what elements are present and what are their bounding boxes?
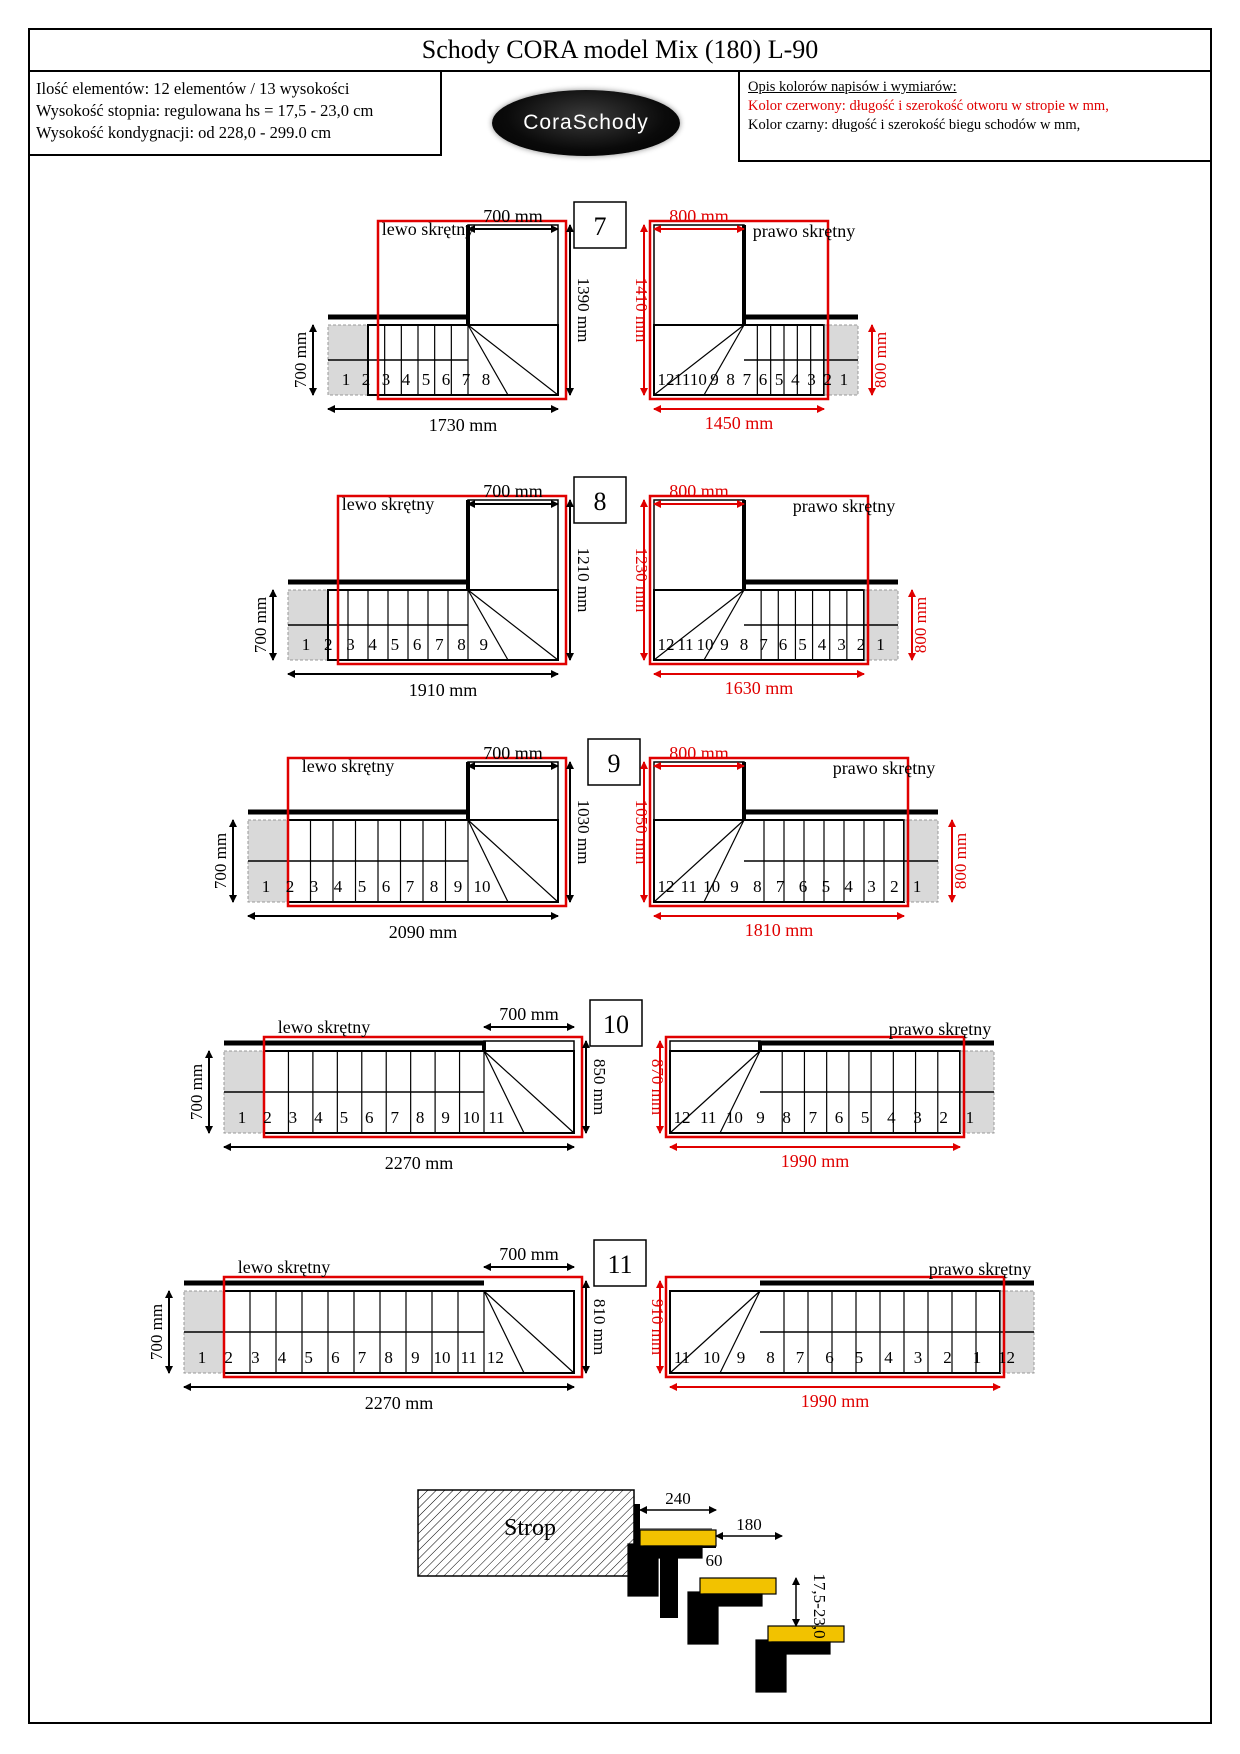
step-number: 10 <box>462 1108 480 1127</box>
step-number: 6 <box>798 877 808 896</box>
run-height-label: 850 mm <box>590 1058 609 1116</box>
step-number: 9 <box>453 877 463 896</box>
right-length-label: 1630 mm <box>724 678 794 698</box>
step-number: 1 <box>972 1348 982 1367</box>
step-number: 8 <box>739 635 749 654</box>
spec-step-height: Wysokość stopnia: regulowana hs = 17,5 - 23,0 cm <box>36 101 374 120</box>
winder-width-label: 700 mm <box>483 743 543 763</box>
step-number: 6 <box>331 1348 340 1367</box>
step-number: 9 <box>720 635 729 654</box>
step-number: 2 <box>823 370 832 389</box>
variant-number: 9 <box>607 749 621 778</box>
step-number: 6 <box>834 1108 844 1127</box>
step-number: 7 <box>435 635 444 654</box>
variant-number: 11 <box>607 1250 633 1279</box>
left-winder-upper <box>484 1041 574 1051</box>
tread-support <box>772 1642 830 1654</box>
left-length-label: 2090 mm <box>388 922 458 942</box>
legend-heading: Opis kolorów napisów i wymiarów: <box>748 79 957 95</box>
step-number: 2 <box>224 1348 233 1367</box>
step-number: 5 <box>821 877 831 896</box>
step-number: 6 <box>778 635 788 654</box>
step-number: 9 <box>441 1108 450 1127</box>
hole-width-label: 800 mm <box>669 206 729 226</box>
step-number: 10 <box>689 370 707 389</box>
step-number: 5 <box>774 370 784 389</box>
step-number: 8 <box>481 370 491 389</box>
step-number: 8 <box>726 370 735 389</box>
left-opening <box>285 758 566 906</box>
spec-floor-height: Wysokość kondygnacji: od 228,0 - 299.0 cm <box>36 123 332 142</box>
step-number: 2 <box>285 877 295 896</box>
step-number: 7 <box>759 635 768 654</box>
step-number: 3 <box>288 1108 298 1127</box>
right-label: prawo skrętny <box>752 221 856 241</box>
left-length-label: 1910 mm <box>408 680 478 700</box>
legend-red: Kolor czerwony: długość i szerokość otworu w stropie w mm, <box>748 98 1109 114</box>
step-number: 4 <box>844 877 853 896</box>
step-number: 2 <box>943 1348 952 1367</box>
step-number: 3 <box>913 1108 922 1127</box>
step-number: 7 <box>357 1348 367 1367</box>
step-number: 7 <box>461 370 471 389</box>
step-number: 8 <box>753 877 762 896</box>
step-number: 3 <box>251 1348 260 1367</box>
step-number: 1 <box>237 1108 247 1127</box>
winder-width-label: 700 mm <box>483 206 543 226</box>
step-number: 8 <box>782 1108 791 1127</box>
step-number: 12 <box>657 877 675 896</box>
winder-width-label: 700 mm <box>483 481 543 501</box>
variant-8 <box>251 477 930 700</box>
right-label: prawo skrętny <box>832 758 936 778</box>
step-number: 11 <box>680 877 698 896</box>
step-number: 10 <box>696 635 714 654</box>
section-dim-going: 180 <box>736 1515 762 1534</box>
step-number: 8 <box>384 1348 393 1367</box>
step-number: 4 <box>887 1108 896 1127</box>
page-title: Schody CORA model Mix (180) L-90 <box>28 28 1212 72</box>
right-label: prawo skrętny <box>888 1019 992 1039</box>
tread <box>700 1578 776 1594</box>
step-number: 5 <box>390 635 400 654</box>
step-number: 11 <box>677 635 694 654</box>
left-winder-upper <box>468 500 558 590</box>
step-number: 2 <box>361 370 371 389</box>
run-height-label: 810 mm <box>590 1298 609 1356</box>
hole-height-label: 910 mm <box>648 1298 667 1356</box>
step-number: 7 <box>405 877 415 896</box>
step-number: 7 <box>390 1108 399 1127</box>
variant-7 <box>291 202 890 435</box>
step-number: 2 <box>856 635 866 654</box>
step-number: 3 <box>913 1348 923 1367</box>
right-length-label: 1810 mm <box>744 920 814 940</box>
hole-height-label: 1050 mm <box>632 799 651 865</box>
step-number: 10 <box>703 877 721 896</box>
right-winder-upper <box>654 225 744 325</box>
step-number: 4 <box>314 1108 323 1127</box>
step-number: 12 <box>998 1348 1015 1367</box>
section-dim-rise: 17,5-23,0 <box>810 1573 829 1639</box>
step-number: 4 <box>333 877 343 896</box>
winder-width-label: 700 mm <box>499 1244 559 1264</box>
step-number: 1 <box>839 370 849 389</box>
step-number: 8 <box>457 635 466 654</box>
left-label: lewo skrętny <box>381 219 475 239</box>
step-number: 2 <box>939 1108 948 1127</box>
legend-black: Kolor czarny: długość i szerokość biegu schodów w mm, <box>748 117 1081 133</box>
left-width-label: 700 mm <box>251 596 270 654</box>
left-length-label: 2270 mm <box>364 1393 434 1413</box>
step-number: 5 <box>798 635 807 654</box>
step-number: 12 <box>486 1348 504 1367</box>
step-number: 4 <box>277 1348 287 1367</box>
step-number: 12 <box>657 635 675 654</box>
step-number: 3 <box>807 370 816 389</box>
left-length-label: 1730 mm <box>428 415 498 435</box>
step-number: 9 <box>730 877 739 896</box>
step-number: 6 <box>412 635 422 654</box>
right-winder-upper <box>654 762 744 820</box>
left-width-label: 700 mm <box>291 331 310 389</box>
step-number: 1 <box>912 877 922 896</box>
step-number: 4 <box>368 635 377 654</box>
step-number: 3 <box>346 635 355 654</box>
step-number: 6 <box>441 370 451 389</box>
left-length-label: 2270 mm <box>384 1153 454 1173</box>
step-number: 11 <box>673 1348 691 1367</box>
variant-11 <box>147 1240 1034 1413</box>
step-number: 6 <box>825 1348 834 1367</box>
step-number: 5 <box>357 877 367 896</box>
step-number: 6 <box>365 1108 374 1127</box>
step-number: 5 <box>421 370 431 389</box>
step-number: 4 <box>401 370 411 389</box>
right-width-label: 800 mm <box>871 331 890 389</box>
step-number: 1 <box>197 1348 207 1367</box>
step-number: 5 <box>304 1348 313 1367</box>
left-label: lewo skrętny <box>341 494 435 514</box>
step-number: 3 <box>867 877 876 896</box>
right-width-label: 800 mm <box>911 596 930 654</box>
step-number: 1 <box>341 370 351 389</box>
section-dim-overlap: 60 <box>705 1551 723 1570</box>
step-number: 11 <box>488 1108 505 1127</box>
step-number: 9 <box>736 1348 746 1367</box>
hole-width-label: 800 mm <box>669 481 729 501</box>
right-label: prawo skrętny <box>928 1259 1032 1279</box>
run-height-label: 1390 mm <box>574 277 593 343</box>
step-number: 7 <box>808 1108 818 1127</box>
section-dim-tread_depth: 240 <box>665 1489 691 1508</box>
step-number: 11 <box>460 1348 477 1367</box>
step-number: 6 <box>758 370 768 389</box>
hole-height-label: 1410 mm <box>632 277 651 343</box>
step-number: 7 <box>775 877 785 896</box>
left-label: lewo skrętny <box>277 1017 371 1037</box>
run-height-label: 1210 mm <box>574 547 593 613</box>
hole-height-label: 1230 mm <box>632 547 651 613</box>
step-number: 7 <box>742 370 752 389</box>
tread-support <box>704 1594 762 1606</box>
left-winder-upper <box>468 762 558 820</box>
ceiling-label: Strop <box>503 1515 557 1541</box>
step-number: 10 <box>725 1108 743 1127</box>
spec-elements: Ilość elementów: 12 elementów / 13 wysokości <box>36 79 350 98</box>
step-number: 2 <box>890 877 899 896</box>
variant-9 <box>211 739 970 942</box>
step-number: 8 <box>429 877 439 896</box>
step-number: 6 <box>381 877 391 896</box>
step-number: 5 <box>339 1108 349 1127</box>
left-width-label: 700 mm <box>187 1063 206 1121</box>
right-length-label: 1990 mm <box>780 1151 850 1171</box>
left-label: lewo skrętny <box>301 756 395 776</box>
step-number: 2 <box>263 1108 272 1127</box>
right-winder-upper <box>670 1041 760 1051</box>
left-label: lewo skrętny <box>237 1257 331 1277</box>
step-section-detail <box>418 1489 844 1692</box>
right-length-label: 1450 mm <box>704 413 774 433</box>
step-number: 12 <box>673 1108 691 1127</box>
step-number: 1 <box>965 1108 975 1127</box>
step-number: 4 <box>817 635 827 654</box>
step-number: 8 <box>415 1108 425 1127</box>
step-number: 8 <box>766 1348 775 1367</box>
hole-height-label: 870 mm <box>648 1058 667 1116</box>
step-number: 3 <box>837 635 846 654</box>
run-height-label: 1030 mm <box>574 799 593 865</box>
step-number: 5 <box>860 1108 870 1127</box>
step-number: 7 <box>795 1348 805 1367</box>
coraschody-logo: CoraSchody <box>492 90 680 156</box>
step-number: 9 <box>756 1108 765 1127</box>
step-number: 1 <box>876 635 885 654</box>
right-winder-upper <box>654 500 744 590</box>
step-number: 11 <box>699 1108 717 1127</box>
step-number: 5 <box>854 1348 864 1367</box>
step-number: 9 <box>411 1348 420 1367</box>
step-number: 1 <box>301 635 311 654</box>
right-label: prawo skrętny <box>792 496 896 516</box>
step-number: 4 <box>791 370 800 389</box>
left-width-label: 700 mm <box>211 832 230 890</box>
right-width-label: 800 mm <box>951 832 970 890</box>
tread-support <box>644 1546 702 1558</box>
step-number: 9 <box>710 370 719 389</box>
left-winder-upper <box>468 225 558 325</box>
step-number: 10 <box>433 1348 451 1367</box>
tread <box>768 1626 844 1642</box>
left-width-label: 700 mm <box>147 1303 166 1361</box>
step-number: 3 <box>309 877 319 896</box>
step-number: 2 <box>323 635 333 654</box>
variant-number: 8 <box>593 487 607 516</box>
step-number: 11 <box>673 370 691 389</box>
step-number: 3 <box>381 370 391 389</box>
step-number: 10 <box>473 877 491 896</box>
step-number: 10 <box>703 1348 720 1367</box>
hole-width-label: 800 mm <box>669 743 729 763</box>
step-number: 4 <box>884 1348 893 1367</box>
step-number: 12 <box>657 370 675 389</box>
step-number: 1 <box>261 877 271 896</box>
tread <box>640 1530 716 1546</box>
variant-10 <box>187 1000 994 1173</box>
right-length-label: 1990 mm <box>800 1391 870 1411</box>
variant-number: 10 <box>603 1010 629 1039</box>
winder-width-label: 700 mm <box>499 1004 559 1024</box>
step-number: 9 <box>479 635 489 654</box>
variant-number: 7 <box>593 212 607 241</box>
